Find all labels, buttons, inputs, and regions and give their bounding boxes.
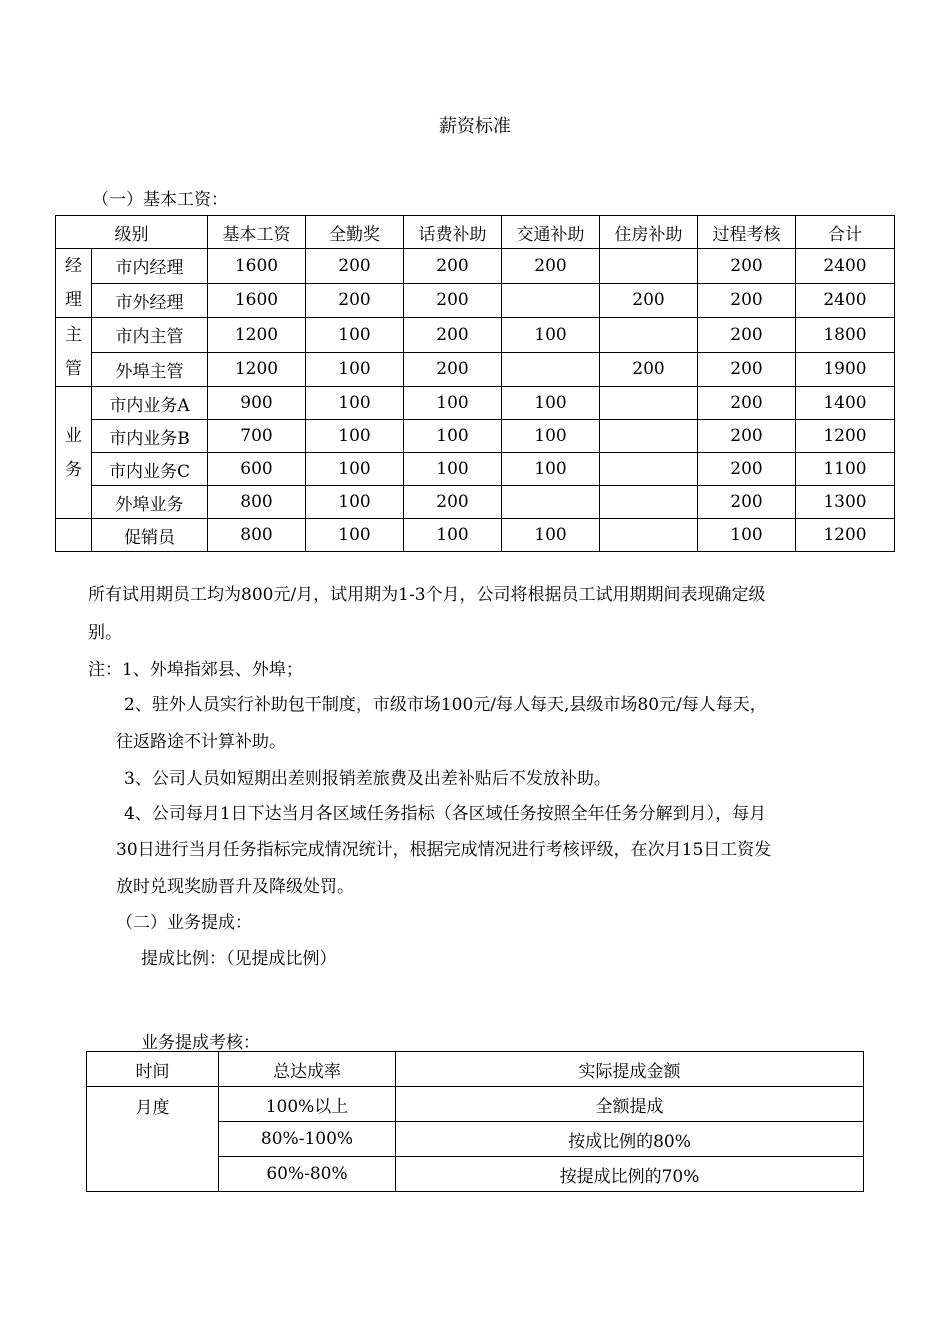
table-cell	[502, 352, 600, 387]
table-cell	[600, 249, 698, 284]
table-cell: 200	[404, 249, 502, 284]
table-cell: 按成比例的80%	[396, 1122, 864, 1157]
table-cell: 200	[502, 249, 600, 284]
table-cell: 100	[306, 352, 404, 387]
note-2-line2: 往返路途不计算补助。	[116, 732, 286, 752]
table-cell: 600	[208, 453, 306, 486]
table-cell: 100	[502, 453, 600, 486]
table-cell	[600, 486, 698, 519]
table-cell: 100	[306, 420, 404, 453]
header-cell: 实际提成金额	[396, 1052, 864, 1087]
header-cell: 话费补助	[404, 216, 502, 249]
table-cell: 100	[306, 453, 404, 486]
header-cell: 合计	[796, 216, 895, 249]
table-cell: 全额提成	[396, 1087, 864, 1122]
table-cell: 80%-100%	[219, 1122, 396, 1157]
table-cell: 100%以上	[219, 1087, 396, 1122]
table-cell: 市内业务C	[92, 453, 208, 486]
salary-table	[55, 215, 895, 552]
note-4-line1: 4、公司每月1日下达当月各区域任务指标（各区域任务按照全年任务分解到月），每月	[124, 804, 767, 824]
commission-check-heading: 业务提成考核：	[141, 1033, 260, 1053]
table-cell: 200	[698, 318, 796, 353]
table-cell: 1400	[796, 387, 895, 420]
note-2-line1: 2、驻外人员实行补助包干制度，市级市场100元/每人每天,县级市场80元/每人每天，	[124, 695, 767, 715]
table-cell: 100	[306, 486, 404, 519]
table-cell: 市外经理	[92, 283, 208, 318]
table-cell: 外埠主管	[92, 352, 208, 387]
table-cell: 200	[306, 249, 404, 284]
empty-group-cell	[56, 519, 92, 552]
table-cell: 1100	[796, 453, 895, 486]
section2-heading: （二）业务提成：	[116, 913, 252, 933]
table-cell	[600, 453, 698, 486]
table-row	[56, 318, 895, 353]
table-cell: 900	[208, 387, 306, 420]
salary-header-row	[56, 216, 895, 249]
table-cell: 100	[502, 519, 600, 552]
table-cell: 100	[502, 387, 600, 420]
table-cell: 200	[404, 352, 502, 387]
table-cell	[502, 486, 600, 519]
table-cell: 200	[404, 486, 502, 519]
table-cell: 100	[404, 453, 502, 486]
header-cell: 全勤奖	[306, 216, 404, 249]
table-row	[56, 387, 895, 420]
table-cell: 外埠业务	[92, 486, 208, 519]
note-1: 注：1、外埠指郊县、外埠；	[88, 660, 303, 680]
table-cell: 800	[208, 519, 306, 552]
commission-header-row	[87, 1052, 864, 1087]
table-row	[56, 283, 895, 318]
table-cell: 1800	[796, 318, 895, 353]
header-cell: 级别	[56, 216, 208, 249]
note-4-line3: 放时兑现奖励晋升及降级处罚。	[116, 877, 354, 897]
page-title: 薪资标准	[439, 116, 511, 137]
table-cell	[600, 420, 698, 453]
table-cell: 市内主管	[92, 318, 208, 353]
commission-ratio: 提成比例：（见提成比例）	[141, 949, 337, 969]
note-3: 3、公司人员如短期出差则报销差旅费及出差补贴后不发放补助。	[124, 769, 611, 789]
table-cell: 1600	[208, 283, 306, 318]
table-cell: 100	[306, 387, 404, 420]
table-cell	[502, 283, 600, 318]
section1-heading: （一）基本工资：	[92, 190, 228, 210]
table-cell	[600, 519, 698, 552]
table-cell: 2400	[796, 249, 895, 284]
table-cell: 100	[502, 420, 600, 453]
period-cell: 月度	[87, 1087, 219, 1192]
header-cell: 过程考核	[698, 216, 796, 249]
group-label-supervisor: 主 管	[56, 318, 92, 387]
header-cell: 总达成率	[219, 1052, 396, 1087]
header-cell: 住房补助	[600, 216, 698, 249]
table-cell: 市内业务B	[92, 420, 208, 453]
table-cell: 100	[404, 420, 502, 453]
table-cell: 2400	[796, 283, 895, 318]
header-cell: 交通补助	[502, 216, 600, 249]
table-cell: 1200	[796, 519, 895, 552]
table-cell: 200	[306, 283, 404, 318]
table-cell: 1200	[208, 318, 306, 353]
table-row	[56, 486, 895, 519]
commission-table	[86, 1051, 864, 1192]
table-cell: 200	[404, 283, 502, 318]
table-cell	[600, 387, 698, 420]
table-cell: 200	[698, 486, 796, 519]
table-cell: 200	[698, 387, 796, 420]
table-row	[56, 519, 895, 552]
table-cell: 按提成比例的70%	[396, 1157, 864, 1192]
group-label-business: 业 务	[56, 387, 92, 519]
header-cell: 时间	[87, 1052, 219, 1087]
table-cell: 1900	[796, 352, 895, 387]
table-row	[56, 420, 895, 453]
table-cell: 市内经理	[92, 249, 208, 284]
table-row	[87, 1087, 864, 1122]
table-cell: 200	[600, 283, 698, 318]
group-label-manager: 经 理	[56, 249, 92, 318]
table-cell: 市内业务A	[92, 387, 208, 420]
table-cell: 200	[698, 283, 796, 318]
table-cell: 100	[306, 318, 404, 353]
header-cell: 基本工资	[208, 216, 306, 249]
table-cell: 促销员	[92, 519, 208, 552]
table-row	[56, 352, 895, 387]
table-cell: 200	[698, 352, 796, 387]
table-cell: 200	[698, 249, 796, 284]
table-cell: 200	[600, 352, 698, 387]
table-cell: 1200	[208, 352, 306, 387]
table-cell: 1200	[796, 420, 895, 453]
table-cell: 100	[698, 519, 796, 552]
table-cell: 200	[698, 453, 796, 486]
table-cell: 200	[404, 318, 502, 353]
note-4-line2: 30日进行当月任务指标完成情况统计，根据完成情况进行考核评级，在次月15日工资发	[116, 840, 772, 860]
table-cell: 200	[698, 420, 796, 453]
table-cell	[600, 318, 698, 353]
table-cell: 800	[208, 486, 306, 519]
table-row	[56, 453, 895, 486]
table-row	[56, 249, 895, 284]
table-cell: 1300	[796, 486, 895, 519]
table-cell: 100	[306, 519, 404, 552]
table-cell: 100	[404, 387, 502, 420]
table-cell: 700	[208, 420, 306, 453]
probation-text-line1: 所有试用期员工均为800元/月，试用期为1-3个月，公司将根据员工试用期期间表现确定级	[88, 585, 766, 605]
table-cell: 1600	[208, 249, 306, 284]
table-cell: 100	[502, 318, 600, 353]
table-cell: 100	[404, 519, 502, 552]
table-cell: 60%-80%	[219, 1157, 396, 1192]
probation-text-line2: 别。	[88, 623, 122, 643]
